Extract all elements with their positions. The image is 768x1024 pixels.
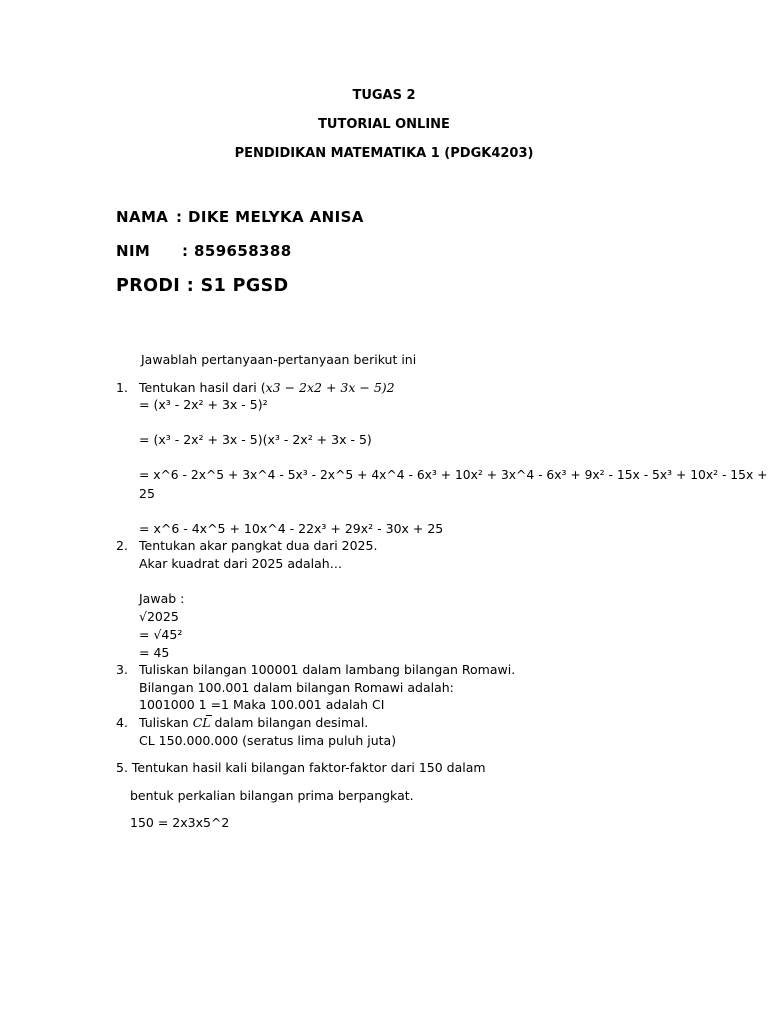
q1-step-4: = x^6 - 4x^5 + 10x^4 - 22x³ + 29x² - 30x + 25 bbox=[139, 521, 444, 536]
q4-question-prefix: Tuliskan bbox=[139, 715, 193, 730]
identity-prodi: PRODI : S1 PGSD bbox=[116, 276, 289, 296]
q4-question-math: CL bbox=[192, 715, 211, 730]
q2-number: 2. bbox=[116, 538, 128, 553]
q2-question: Tentukan akar pangkat dua dari 2025. bbox=[139, 538, 378, 553]
q1-step-1: = (x³ - 2x² + 3x - 5)² bbox=[139, 397, 268, 412]
instruction-text: Jawablah pertanyaan-pertanyaan berikut ini bbox=[141, 352, 417, 367]
q4-question bbox=[139, 715, 368, 730]
q2-line-1: Akar kuadrat dari 2025 adalah… bbox=[139, 556, 343, 571]
q2-step-3: = 45 bbox=[139, 645, 170, 660]
q3-line-2: 1001000 1 =1 Maka 100.001 adalah CI bbox=[139, 697, 385, 712]
q5-answer: 150 = 2x3x5^2 bbox=[130, 815, 230, 830]
q1-question-math: x3 − 2x2 + 3x − 5)2 bbox=[265, 380, 395, 395]
q1-question-text: Tentukan hasil dari ( bbox=[139, 380, 266, 395]
q1-step-2: = (x³ - 2x² + 3x - 5)(x³ - 2x² + 3x - 5) bbox=[139, 432, 372, 447]
title-tutorial: TUTORIAL ONLINE bbox=[318, 117, 450, 132]
title-course: PENDIDIKAN MATEMATIKA 1 (PDGK4203) bbox=[234, 146, 534, 161]
q3-line-1: Bilangan 100.001 dalam bilangan Romawi adalah: bbox=[139, 680, 454, 695]
q4-number: 4. bbox=[116, 715, 128, 730]
nim-value: : 859658388 bbox=[182, 242, 292, 260]
q3-question: Tuliskan bilangan 100001 dalam lambang bilangan Romawi. bbox=[139, 662, 516, 677]
q5-question: 5. Tentukan hasil kali bilangan faktor-faktor dari 150 dalam bbox=[116, 760, 486, 775]
q1-question bbox=[139, 380, 395, 395]
q2-step-1: √2025 bbox=[139, 609, 179, 624]
title-tugas: TUGAS 2 bbox=[352, 88, 416, 103]
q3-number: 3. bbox=[116, 662, 128, 677]
q5-question-cont: bentuk perkalian bilangan prima berpangkat. bbox=[130, 788, 414, 803]
nim-label: NIM bbox=[116, 242, 151, 260]
q1-number: 1. bbox=[116, 380, 128, 395]
identity-nim bbox=[116, 242, 292, 260]
q4-line-1: CL 150.000.000 (seratus lima puluh juta) bbox=[139, 733, 397, 748]
q4-question-suffix: dalam bilangan desimal. bbox=[210, 715, 369, 730]
q1-step-3: = x^6 - 2x^5 + 3x^4 - 5x³ - 2x^5 + 4x^4 - 6x³ + 10x² + 3x^4 - 6x³ + 9x² - 15x - 5x³ + 10x² - 15x + bbox=[139, 468, 768, 482]
q2-step-2: = √45² bbox=[139, 627, 183, 642]
nama-value: : DIKE MELYKA ANISA bbox=[176, 208, 364, 226]
q1-step-3-cont: 25 bbox=[139, 486, 155, 501]
identity-nama bbox=[116, 208, 364, 226]
q2-jawab: Jawab : bbox=[139, 591, 185, 606]
nama-label: NAMA bbox=[116, 208, 169, 226]
